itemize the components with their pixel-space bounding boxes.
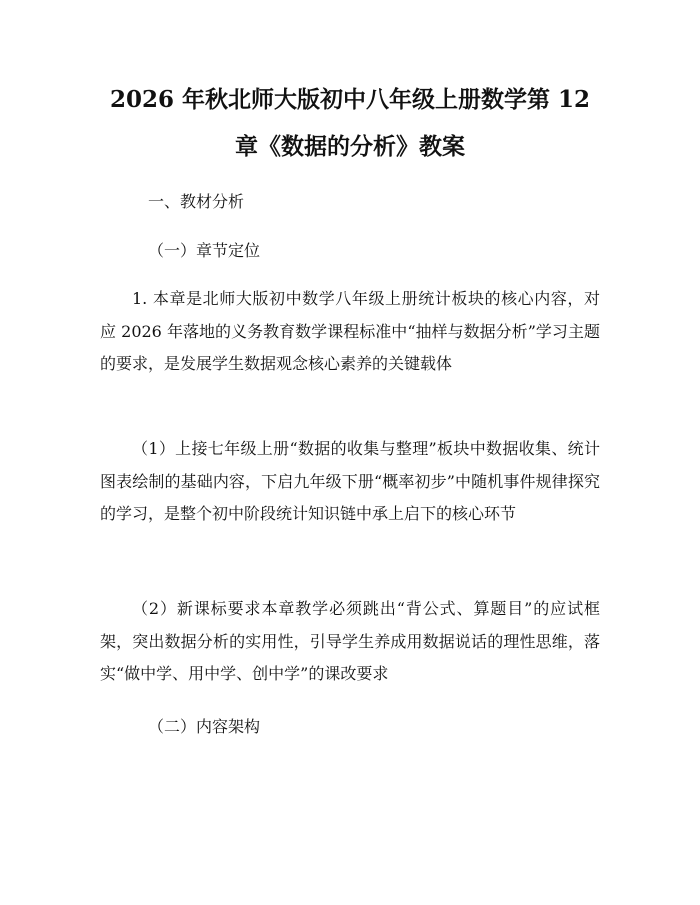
paragraph-point-1-item-2: （2）新课标要求本章教学必须跳出“背公式、算题目”的应试框架，突出数据分析的实用性，引导学生养成用数据说话的理性思维，落实“做中学、用中学、创中学”的课改要求: [100, 599, 600, 683]
subsection-heading-content-structure: （二）内容架构: [148, 717, 261, 736]
document-title-line-1: 2026 年秋北师大版初中八年级上册数学第 12: [109, 86, 591, 113]
document-title-line-2: 章《数据的分析》教案: [235, 133, 465, 160]
paragraph-point-1: 1. 本章是北师大版初中数学八年级上册统计板块的核心内容，对应 2026 年落地的义务教育数学课程标准中“抽样与数据分析”学习主题的要求，是发展学生数据观念核心素养的关键载体: [100, 289, 600, 373]
paragraph-point-1-item-1: （1）上接七年级上册“数据的收集与整理”板块中数据收集、统计图表绘制的基础内容，下启九年级下册“概率初步”中随机事件规律探究的学习，是整个初中阶段统计知识链中承上启下的核心环节: [100, 439, 600, 523]
section-heading-textbook-analysis: 一、教材分析: [148, 192, 245, 211]
subsection-heading-chapter-positioning: （一）章节定位: [148, 241, 261, 260]
